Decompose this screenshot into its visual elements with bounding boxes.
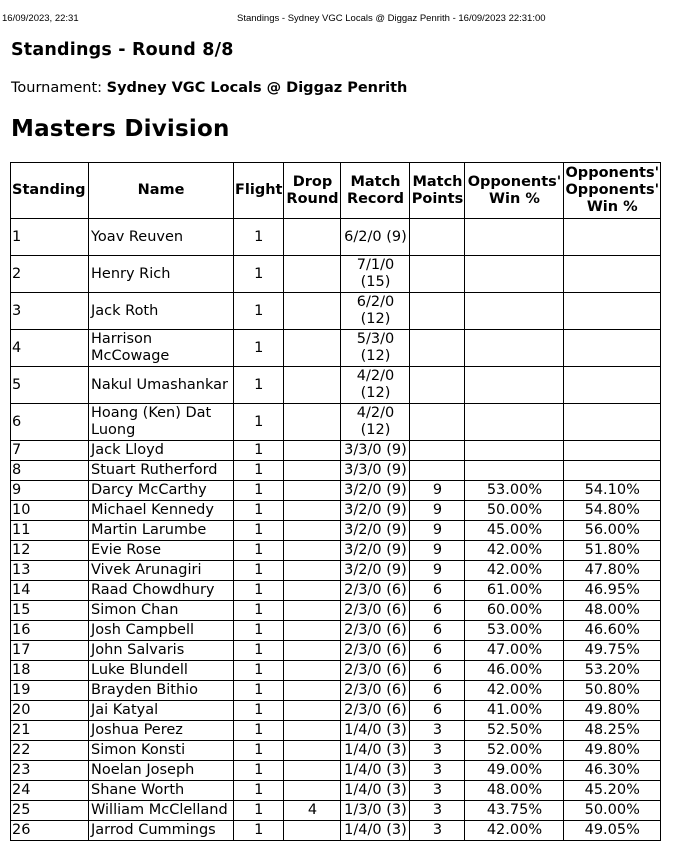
cell-name: Luke Blundell <box>89 661 234 681</box>
table-row <box>11 367 661 404</box>
cell-match-points: 9 <box>410 481 465 501</box>
cell-name: Simon Konsti <box>89 741 234 761</box>
cell-flight: 1 <box>234 621 284 641</box>
cell-match-record: 2/3/0 (6) <box>341 681 410 701</box>
cell-standing: 26 <box>11 821 89 841</box>
cell-opponents-win: 53.00% <box>465 481 564 501</box>
table-row <box>11 741 661 761</box>
cell-match-points: 6 <box>410 601 465 621</box>
table-row <box>11 641 661 661</box>
cell-standing: 23 <box>11 761 89 781</box>
cell-drop-round <box>284 441 341 461</box>
cell-match-record: 3/2/0 (9) <box>341 501 410 521</box>
cell-match-record: 2/3/0 (6) <box>341 581 410 601</box>
table-row <box>11 761 661 781</box>
cell-flight: 1 <box>234 721 284 741</box>
cell-name: Jack Lloyd <box>89 441 234 461</box>
cell-opponents-opponents-win: 50.00% <box>564 801 661 821</box>
table-row <box>11 461 661 481</box>
cell-flight: 1 <box>234 561 284 581</box>
cell-opponents-win: 60.00% <box>465 601 564 621</box>
cell-drop-round <box>284 521 341 541</box>
cell-opponents-win: 43.75% <box>465 801 564 821</box>
tournament-line <box>11 80 407 96</box>
cell-match-record: 3/2/0 (9) <box>341 541 410 561</box>
cell-match-points <box>410 367 465 404</box>
cell-flight: 1 <box>234 601 284 621</box>
cell-opponents-win: 53.00% <box>465 621 564 641</box>
cell-opponents-opponents-win: 49.80% <box>564 741 661 761</box>
cell-match-record: 1/3/0 (3) <box>341 801 410 821</box>
standings-body <box>11 219 661 841</box>
cell-standing: 1 <box>11 219 89 256</box>
table-row <box>11 481 661 501</box>
cell-drop-round <box>284 481 341 501</box>
cell-opponents-opponents-win: 46.60% <box>564 621 661 641</box>
cell-match-record: 2/3/0 (6) <box>341 641 410 661</box>
header-match-record: Match Record <box>341 163 410 219</box>
cell-match-record: 5/3/0 (12) <box>341 330 410 367</box>
cell-match-points: 3 <box>410 781 465 801</box>
table-row <box>11 661 661 681</box>
cell-standing: 15 <box>11 601 89 621</box>
cell-match-record: 2/3/0 (6) <box>341 661 410 681</box>
table-row <box>11 581 661 601</box>
cell-opponents-opponents-win: 46.30% <box>564 761 661 781</box>
cell-opponents-opponents-win: 56.00% <box>564 521 661 541</box>
header-opponents-win: Opponents' Win % <box>465 163 564 219</box>
cell-opponents-win <box>465 219 564 256</box>
cell-opponents-opponents-win <box>564 461 661 481</box>
cell-standing: 16 <box>11 621 89 641</box>
cell-match-record: 1/4/0 (3) <box>341 741 410 761</box>
cell-standing: 20 <box>11 701 89 721</box>
cell-match-points: 3 <box>410 821 465 841</box>
cell-opponents-win: 46.00% <box>465 661 564 681</box>
header-drop-round: Drop Round <box>284 163 341 219</box>
cell-name: Evie Rose <box>89 541 234 561</box>
cell-name: Josh Campbell <box>89 621 234 641</box>
cell-drop-round <box>284 404 341 441</box>
cell-match-record: 1/4/0 (3) <box>341 721 410 741</box>
cell-standing: 14 <box>11 581 89 601</box>
cell-match-record: 2/3/0 (6) <box>341 601 410 621</box>
table-row <box>11 601 661 621</box>
cell-opponents-opponents-win <box>564 219 661 256</box>
cell-match-points: 9 <box>410 501 465 521</box>
cell-match-record: 3/3/0 (9) <box>341 441 410 461</box>
cell-drop-round <box>284 741 341 761</box>
header-standing: Standing <box>11 163 89 219</box>
cell-opponents-win <box>465 256 564 293</box>
table-row <box>11 501 661 521</box>
cell-drop-round <box>284 501 341 521</box>
cell-opponents-win: 42.00% <box>465 561 564 581</box>
cell-opponents-opponents-win: 49.80% <box>564 701 661 721</box>
cell-match-record: 3/2/0 (9) <box>341 561 410 581</box>
cell-standing: 3 <box>11 293 89 330</box>
table-row <box>11 404 661 441</box>
header-name: Name <box>89 163 234 219</box>
cell-opponents-win: 49.00% <box>465 761 564 781</box>
cell-match-points <box>410 219 465 256</box>
cell-name: Hoang (Ken) Dat Luong <box>89 404 234 441</box>
table-row <box>11 219 661 256</box>
cell-drop-round <box>284 219 341 256</box>
cell-name: William McClelland <box>89 801 234 821</box>
cell-match-points: 9 <box>410 561 465 581</box>
cell-flight: 1 <box>234 681 284 701</box>
cell-opponents-win <box>465 330 564 367</box>
cell-opponents-opponents-win: 54.10% <box>564 481 661 501</box>
print-header <box>0 13 676 27</box>
cell-match-record: 3/2/0 (9) <box>341 521 410 541</box>
print-datetime: 16/09/2023, 22:31 <box>2 13 79 24</box>
table-row <box>11 330 661 367</box>
cell-match-points: 3 <box>410 761 465 781</box>
cell-opponents-opponents-win: 53.20% <box>564 661 661 681</box>
cell-flight: 1 <box>234 441 284 461</box>
cell-name: John Salvaris <box>89 641 234 661</box>
cell-opponents-win <box>465 404 564 441</box>
header-opponents-opponents-win: Opponents' Opponents' Win % <box>564 163 661 219</box>
cell-opponents-win: 61.00% <box>465 581 564 601</box>
cell-opponents-win: 42.00% <box>465 541 564 561</box>
cell-opponents-win: 50.00% <box>465 501 564 521</box>
cell-drop-round <box>284 541 341 561</box>
print-title: Standings - Sydney VGC Locals @ Diggaz Penrith - 16/09/2023 22:31:00 <box>237 13 546 24</box>
cell-flight: 1 <box>234 781 284 801</box>
table-row <box>11 621 661 641</box>
cell-match-points: 3 <box>410 801 465 821</box>
cell-standing: 2 <box>11 256 89 293</box>
cell-match-record: 4/2/0 (12) <box>341 404 410 441</box>
table-row <box>11 293 661 330</box>
cell-match-points: 6 <box>410 701 465 721</box>
cell-opponents-opponents-win: 51.80% <box>564 541 661 561</box>
cell-match-record: 7/1/0 (15) <box>341 256 410 293</box>
header-match-points: Match Points <box>410 163 465 219</box>
cell-flight: 1 <box>234 801 284 821</box>
cell-opponents-opponents-win: 46.95% <box>564 581 661 601</box>
cell-flight: 1 <box>234 521 284 541</box>
cell-drop-round <box>284 461 341 481</box>
cell-match-points <box>410 404 465 441</box>
cell-drop-round <box>284 821 341 841</box>
cell-name: Yoav Reuven <box>89 219 234 256</box>
cell-drop-round <box>284 721 341 741</box>
cell-standing: 25 <box>11 801 89 821</box>
cell-match-points: 6 <box>410 581 465 601</box>
cell-match-points <box>410 461 465 481</box>
cell-opponents-win <box>465 367 564 404</box>
cell-name: Jack Roth <box>89 293 234 330</box>
cell-match-record: 4/2/0 (12) <box>341 367 410 404</box>
cell-standing: 9 <box>11 481 89 501</box>
cell-name: Henry Rich <box>89 256 234 293</box>
cell-drop-round <box>284 621 341 641</box>
cell-flight: 1 <box>234 581 284 601</box>
cell-name: Brayden Bithio <box>89 681 234 701</box>
cell-opponents-opponents-win <box>564 293 661 330</box>
table-row <box>11 521 661 541</box>
cell-opponents-opponents-win: 50.80% <box>564 681 661 701</box>
cell-match-points: 6 <box>410 621 465 641</box>
cell-name: Darcy McCarthy <box>89 481 234 501</box>
cell-standing: 6 <box>11 404 89 441</box>
table-row <box>11 801 661 821</box>
cell-match-record: 1/4/0 (3) <box>341 781 410 801</box>
cell-name: Nakul Umashankar <box>89 367 234 404</box>
standings-table <box>10 162 661 841</box>
table-row <box>11 541 661 561</box>
cell-flight: 1 <box>234 481 284 501</box>
cell-match-record: 2/3/0 (6) <box>341 701 410 721</box>
cell-drop-round <box>284 293 341 330</box>
cell-flight: 1 <box>234 461 284 481</box>
cell-opponents-win <box>465 461 564 481</box>
cell-drop-round <box>284 601 341 621</box>
table-row <box>11 781 661 801</box>
cell-match-points <box>410 293 465 330</box>
tournament-label: Tournament: <box>11 80 103 96</box>
table-row <box>11 721 661 741</box>
cell-drop-round <box>284 781 341 801</box>
cell-match-record: 1/4/0 (3) <box>341 821 410 841</box>
cell-opponents-opponents-win <box>564 404 661 441</box>
cell-standing: 24 <box>11 781 89 801</box>
cell-drop-round: 4 <box>284 801 341 821</box>
cell-name: Martin Larumbe <box>89 521 234 541</box>
cell-standing: 4 <box>11 330 89 367</box>
cell-standing: 7 <box>11 441 89 461</box>
cell-opponents-opponents-win: 47.80% <box>564 561 661 581</box>
cell-flight: 1 <box>234 330 284 367</box>
cell-flight: 1 <box>234 541 284 561</box>
cell-match-record: 6/2/0 (12) <box>341 293 410 330</box>
cell-name: Harrison McCowage <box>89 330 234 367</box>
header-flight: Flight <box>234 163 284 219</box>
cell-flight: 1 <box>234 641 284 661</box>
cell-standing: 11 <box>11 521 89 541</box>
cell-match-points: 9 <box>410 521 465 541</box>
cell-opponents-win: 52.00% <box>465 741 564 761</box>
cell-name: Stuart Rutherford <box>89 461 234 481</box>
cell-flight: 1 <box>234 741 284 761</box>
tournament-name: Sydney VGC Locals @ Diggaz Penrith <box>106 80 408 96</box>
cell-opponents-opponents-win: 48.00% <box>564 601 661 621</box>
table-row <box>11 256 661 293</box>
cell-match-points: 6 <box>410 681 465 701</box>
cell-match-points: 6 <box>410 661 465 681</box>
cell-drop-round <box>284 681 341 701</box>
table-row <box>11 441 661 461</box>
cell-opponents-win: 52.50% <box>465 721 564 741</box>
cell-name: Noelan Joseph <box>89 761 234 781</box>
cell-drop-round <box>284 701 341 721</box>
cell-standing: 12 <box>11 541 89 561</box>
cell-flight: 1 <box>234 367 284 404</box>
cell-opponents-win <box>465 293 564 330</box>
table-row <box>11 701 661 721</box>
cell-opponents-opponents-win <box>564 367 661 404</box>
cell-match-points: 9 <box>410 541 465 561</box>
cell-standing: 17 <box>11 641 89 661</box>
cell-opponents-win: 41.00% <box>465 701 564 721</box>
cell-standing: 18 <box>11 661 89 681</box>
cell-flight: 1 <box>234 821 284 841</box>
cell-standing: 21 <box>11 721 89 741</box>
cell-drop-round <box>284 256 341 293</box>
cell-opponents-win: 47.00% <box>465 641 564 661</box>
cell-match-record: 6/2/0 (9) <box>341 219 410 256</box>
cell-name: Shane Worth <box>89 781 234 801</box>
table-header-row <box>11 163 661 219</box>
cell-opponents-win: 42.00% <box>465 681 564 701</box>
cell-standing: 5 <box>11 367 89 404</box>
cell-match-record: 3/3/0 (9) <box>341 461 410 481</box>
cell-opponents-opponents-win: 49.75% <box>564 641 661 661</box>
cell-match-points: 6 <box>410 641 465 661</box>
cell-match-record: 2/3/0 (6) <box>341 621 410 641</box>
cell-opponents-win: 48.00% <box>465 781 564 801</box>
cell-name: Vivek Arunagiri <box>89 561 234 581</box>
cell-drop-round <box>284 330 341 367</box>
cell-flight: 1 <box>234 501 284 521</box>
cell-flight: 1 <box>234 256 284 293</box>
cell-name: Raad Chowdhury <box>89 581 234 601</box>
cell-drop-round <box>284 581 341 601</box>
cell-match-points <box>410 441 465 461</box>
cell-name: Jai Katyal <box>89 701 234 721</box>
cell-opponents-opponents-win: 45.20% <box>564 781 661 801</box>
table-row <box>11 821 661 841</box>
cell-flight: 1 <box>234 219 284 256</box>
cell-opponents-opponents-win <box>564 256 661 293</box>
table-row <box>11 681 661 701</box>
cell-standing: 10 <box>11 501 89 521</box>
cell-opponents-win <box>465 441 564 461</box>
page-title: Standings - Round 8/8 <box>11 40 234 60</box>
cell-opponents-win: 45.00% <box>465 521 564 541</box>
cell-flight: 1 <box>234 701 284 721</box>
cell-drop-round <box>284 641 341 661</box>
cell-opponents-opponents-win: 54.80% <box>564 501 661 521</box>
cell-opponents-opponents-win: 48.25% <box>564 721 661 741</box>
division-title: Masters Division <box>11 116 230 142</box>
cell-match-record: 1/4/0 (3) <box>341 761 410 781</box>
cell-standing: 19 <box>11 681 89 701</box>
cell-opponents-win: 42.00% <box>465 821 564 841</box>
cell-flight: 1 <box>234 661 284 681</box>
cell-standing: 22 <box>11 741 89 761</box>
cell-drop-round <box>284 761 341 781</box>
table-row <box>11 561 661 581</box>
cell-flight: 1 <box>234 293 284 330</box>
cell-standing: 13 <box>11 561 89 581</box>
cell-opponents-opponents-win: 49.05% <box>564 821 661 841</box>
cell-drop-round <box>284 367 341 404</box>
cell-name: Joshua Perez <box>89 721 234 741</box>
cell-opponents-opponents-win <box>564 441 661 461</box>
cell-flight: 1 <box>234 761 284 781</box>
cell-drop-round <box>284 561 341 581</box>
cell-drop-round <box>284 661 341 681</box>
cell-match-points <box>410 256 465 293</box>
cell-opponents-opponents-win <box>564 330 661 367</box>
cell-match-points <box>410 330 465 367</box>
cell-flight: 1 <box>234 404 284 441</box>
cell-name: Jarrod Cummings <box>89 821 234 841</box>
cell-name: Michael Kennedy <box>89 501 234 521</box>
cell-name: Simon Chan <box>89 601 234 621</box>
cell-match-record: 3/2/0 (9) <box>341 481 410 501</box>
cell-match-points: 3 <box>410 741 465 761</box>
cell-match-points: 3 <box>410 721 465 741</box>
cell-standing: 8 <box>11 461 89 481</box>
